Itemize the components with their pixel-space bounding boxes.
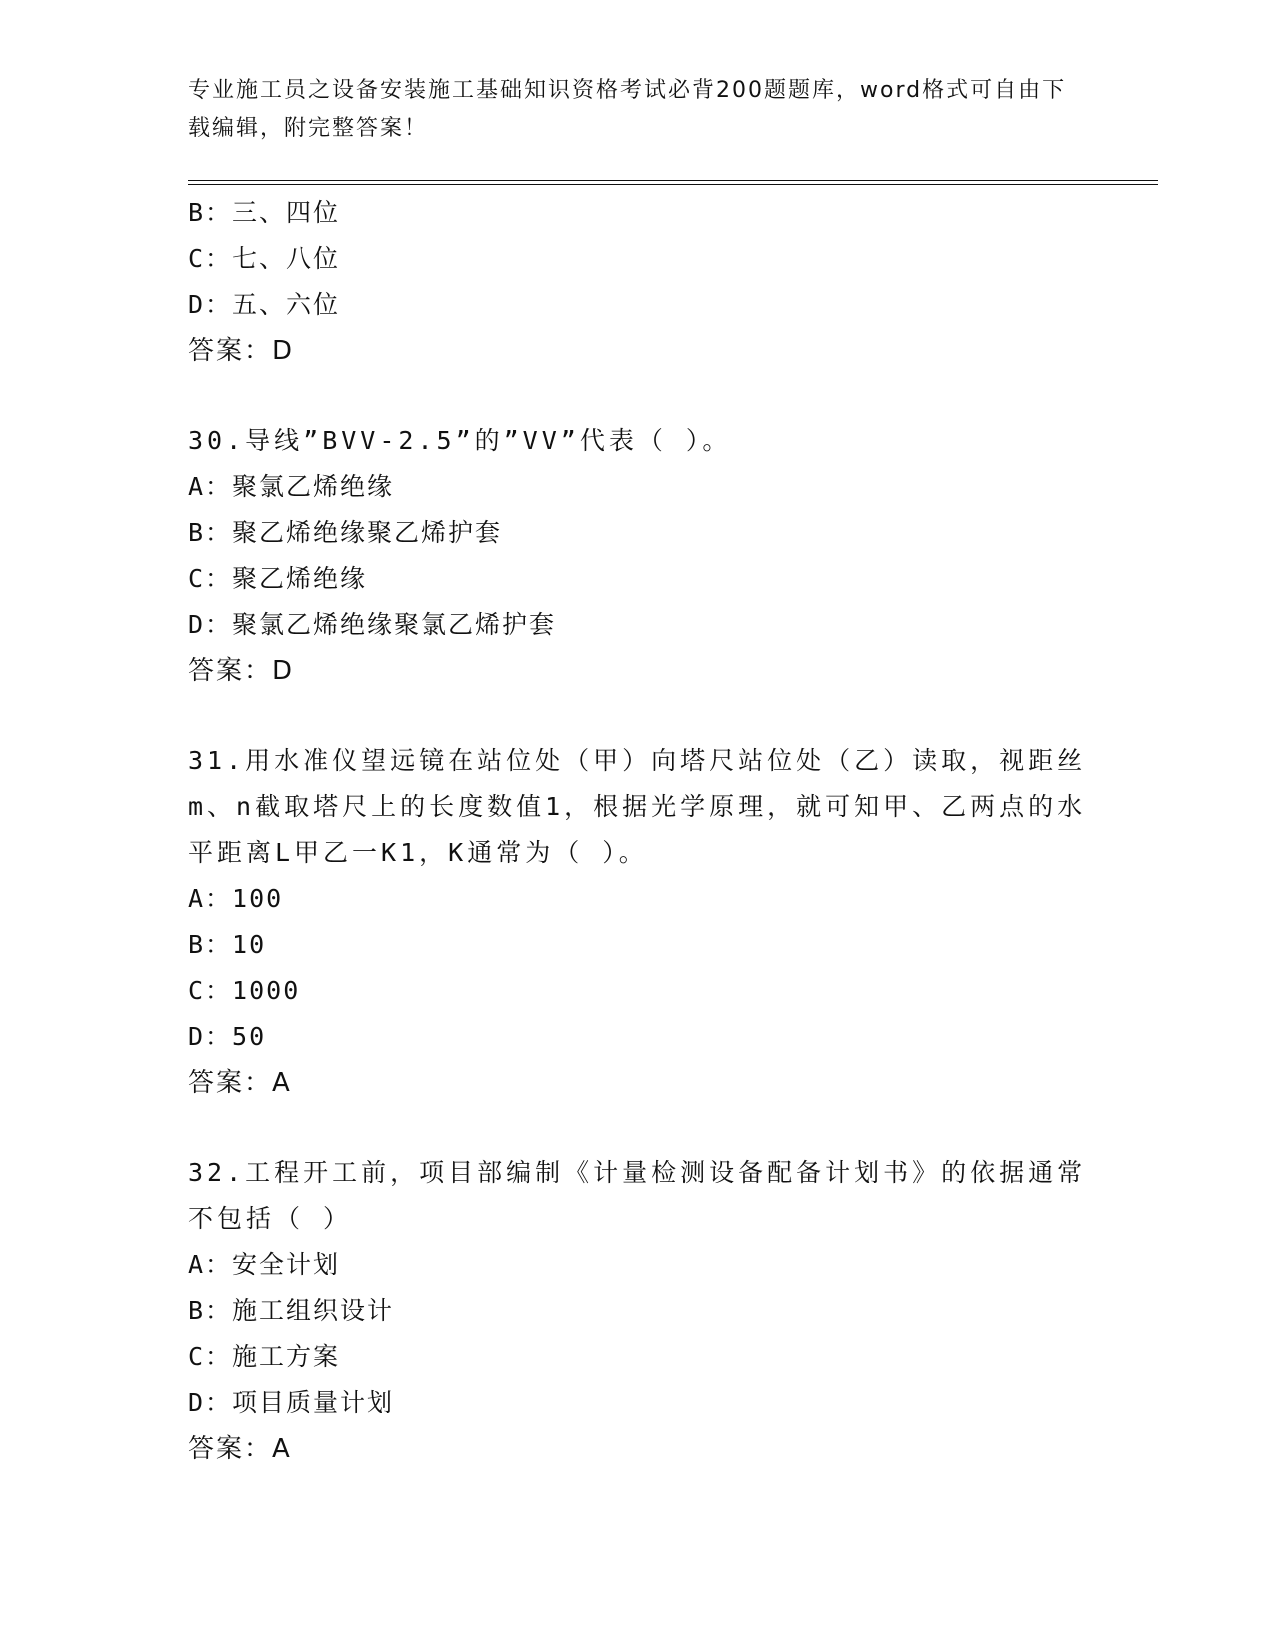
answer-line: 答案：D <box>188 656 295 686</box>
answer-line: 答案：A <box>188 1068 292 1098</box>
option-b: B：三、四位 <box>188 198 341 227</box>
question-text: 32.工程开工前，项目部编制《计量检测设备配备计划书》的依据通常不包括（ ） <box>188 1158 1087 1233</box>
answer-line: 答案：A <box>188 1434 292 1464</box>
question-list <box>188 190 1088 1472</box>
question-text: 30.导线”BVV-2.5”的”VV”代表（ ）。 <box>188 426 732 455</box>
option-d: D：聚氯乙烯绝缘聚氯乙烯护套 <box>188 610 557 639</box>
option-a: A：安全计划 <box>188 1250 341 1279</box>
option-d: D：50 <box>188 1022 267 1051</box>
option-b: B：聚乙烯绝缘聚乙烯护套 <box>188 518 503 547</box>
option-b: B：施工组织设计 <box>188 1296 395 1325</box>
option-d: D：项目质量计划 <box>188 1388 395 1417</box>
option-d: D：五、六位 <box>188 290 341 319</box>
answer-line: 答案：D <box>188 336 295 366</box>
option-c: C：1000 <box>188 976 301 1005</box>
question-29-partial <box>188 190 1088 374</box>
question-30 <box>188 418 1088 694</box>
header-title: 专业施工员之设备安装施工基础知识资格考试必背200题题库，word格式可自由下载编辑，附完整答案！ <box>188 78 1067 141</box>
option-c: C：施工方案 <box>188 1342 341 1371</box>
header-divider-top <box>188 180 1158 181</box>
option-c: C：聚乙烯绝缘 <box>188 564 368 593</box>
option-b: B：10 <box>188 930 267 959</box>
header-divider-bottom <box>188 184 1158 185</box>
document-header <box>188 72 1068 148</box>
question-31 <box>188 738 1088 1106</box>
option-c: C：七、八位 <box>188 244 341 273</box>
question-32 <box>188 1150 1088 1472</box>
option-a: A：100 <box>188 884 284 913</box>
option-a: A：聚氯乙烯绝缘 <box>188 472 395 501</box>
question-text: 31.用水准仪望远镜在站位处（甲）向塔尺站位处（乙）读取，视距丝m、n截取塔尺上的长度数值1，根据光学原理，就可知甲、乙两点的水平距离L甲乙一K1，K通常为（ ）。 <box>188 746 1087 867</box>
